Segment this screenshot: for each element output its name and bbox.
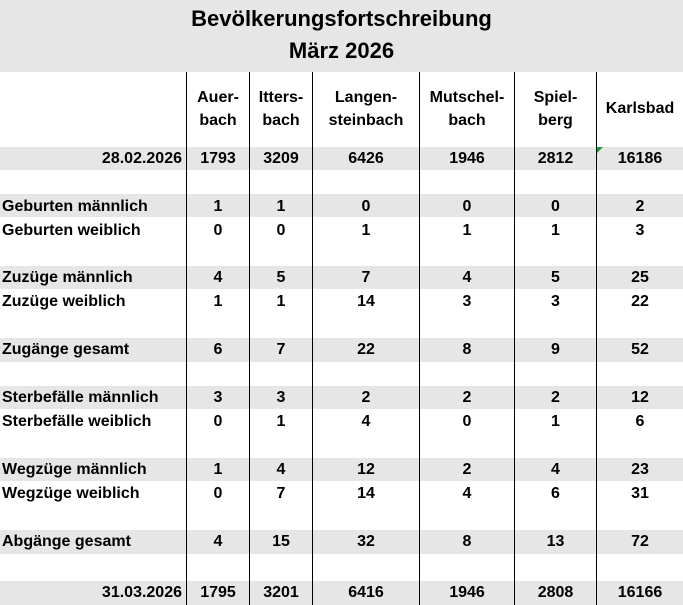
- col-header-karlsbad[interactable]: Karlsbad: [605, 100, 675, 117]
- title-line-2: März 2026: [288, 38, 395, 63]
- table-cell[interactable]: 1795: [200, 584, 236, 601]
- table-cell[interactable]: 2: [551, 389, 560, 406]
- column-divider: [419, 72, 420, 605]
- table-cell[interactable]: 0: [276, 222, 286, 239]
- table-cell[interactable]: 3: [276, 389, 286, 406]
- table-cell[interactable]: 0: [462, 413, 472, 430]
- table-cell[interactable]: 13: [546, 533, 565, 550]
- table-cell[interactable]: 4: [462, 485, 472, 502]
- table-cell[interactable]: 3: [635, 222, 645, 239]
- table-cell[interactable]: 9: [551, 341, 560, 358]
- table-cell[interactable]: 5: [276, 269, 286, 286]
- table-cell[interactable]: 16186: [617, 149, 663, 167]
- table-cell[interactable]: 1946: [449, 584, 485, 601]
- column-divider: [596, 72, 597, 605]
- table-row-start: [0, 147, 683, 170]
- table-cell[interactable]: 3201: [263, 584, 299, 601]
- table-cell[interactable]: 12: [357, 461, 375, 478]
- table-cell[interactable]: 25: [631, 269, 649, 286]
- table-cell[interactable]: 6: [551, 485, 560, 502]
- table-cell[interactable]: 4: [213, 269, 223, 286]
- table-cell[interactable]: 1793: [200, 149, 236, 167]
- table-cell[interactable]: 23: [631, 461, 649, 478]
- table-cell[interactable]: 3: [462, 293, 472, 310]
- table-row-wegzuege-weiblich: [0, 482, 683, 506]
- row-label[interactable]: Sterbefälle weiblich: [2, 413, 152, 430]
- table-cell[interactable]: 0: [361, 198, 371, 215]
- column-divider: [514, 72, 515, 605]
- table-cell[interactable]: 14: [357, 293, 375, 310]
- table-cell[interactable]: 6: [213, 341, 223, 358]
- table-cell[interactable]: 8: [462, 341, 472, 358]
- row-label[interactable]: Wegzüge männlich: [2, 461, 147, 478]
- table-cell[interactable]: 15: [272, 533, 290, 550]
- table-cell[interactable]: 1: [213, 293, 223, 310]
- row-label[interactable]: Zugänge gesamt: [2, 341, 130, 358]
- table-cell[interactable]: 1: [551, 222, 560, 239]
- col-header-ittersbach[interactable]: Itters- bach: [258, 88, 304, 129]
- table-row-zugaenge-gesamt: [0, 338, 683, 362]
- table-cell[interactable]: 6426: [348, 149, 384, 167]
- table-cell[interactable]: 2: [462, 461, 472, 478]
- table-cell[interactable]: 7: [276, 341, 286, 358]
- table-row-end: [0, 581, 683, 605]
- table-cell[interactable]: 6: [635, 413, 645, 430]
- row-label[interactable]: 31.03.2026: [101, 584, 182, 601]
- table-row-geburten-maennlich: [0, 195, 683, 219]
- table-cell[interactable]: 8: [462, 533, 472, 550]
- row-label[interactable]: Zuzüge weiblich: [2, 293, 126, 310]
- column-divider: [249, 72, 250, 605]
- row-label[interactable]: Zuzüge männlich: [2, 269, 133, 286]
- table-cell[interactable]: 3209: [263, 149, 299, 167]
- table-cell[interactable]: 72: [631, 533, 649, 550]
- row-label[interactable]: Wegzüge weiblich: [2, 485, 140, 502]
- table-row-wegzuege-maennlich: [0, 458, 683, 482]
- row-label[interactable]: Abgänge gesamt: [2, 533, 131, 550]
- table-row-abgaenge-gesamt: [0, 530, 683, 554]
- row-label[interactable]: 28.02.2026: [101, 149, 182, 167]
- col-header-langensteinbach[interactable]: Langen- steinbach: [328, 88, 404, 129]
- col-header-mutschelbach[interactable]: Mutschel- bach: [429, 88, 505, 129]
- table-cell[interactable]: 2: [635, 198, 645, 215]
- title-line-1: Bevölkerungsfortschreibung: [191, 6, 492, 31]
- table-cell[interactable]: 3: [551, 293, 560, 310]
- table-cell[interactable]: 0: [213, 222, 223, 239]
- table-cell[interactable]: 2: [462, 389, 472, 406]
- table-cell[interactable]: 52: [631, 341, 649, 358]
- table-cell[interactable]: 0: [551, 198, 560, 215]
- table-cell[interactable]: 32: [357, 533, 375, 550]
- table-cell[interactable]: 2: [361, 389, 371, 406]
- table-cell[interactable]: 31: [631, 485, 649, 502]
- comment-marker-icon[interactable]: [597, 147, 603, 153]
- table-cell[interactable]: 1: [276, 198, 286, 215]
- column-divider: [186, 72, 187, 605]
- table-cell[interactable]: 1: [276, 293, 286, 310]
- table-cell[interactable]: 22: [631, 293, 649, 310]
- table-cell[interactable]: 2808: [537, 584, 574, 601]
- table-cell[interactable]: 22: [357, 341, 375, 358]
- table-cell[interactable]: 16166: [617, 584, 663, 601]
- table-cell[interactable]: 3: [213, 389, 223, 406]
- table-cell[interactable]: 2812: [537, 149, 574, 167]
- table-cell[interactable]: 1: [361, 222, 371, 239]
- table-cell[interactable]: 1: [276, 413, 286, 430]
- row-label[interactable]: Geburten weiblich: [2, 222, 141, 239]
- table-row-sterbefaelle-maennlich: [0, 386, 683, 410]
- column-header-row: [0, 72, 683, 145]
- table-cell[interactable]: 6416: [348, 584, 384, 601]
- table-cell[interactable]: 1: [213, 198, 223, 215]
- table-cell[interactable]: 14: [357, 485, 375, 502]
- sheet-title: [0, 0, 683, 72]
- table-cell[interactable]: 5: [551, 269, 560, 286]
- table-cell[interactable]: 1: [462, 222, 472, 239]
- table-cell[interactable]: 1: [213, 461, 223, 478]
- table-cell[interactable]: 12: [631, 389, 649, 406]
- table-row-sterbefaelle-weiblich: [0, 410, 683, 434]
- table-cell[interactable]: 4: [213, 533, 223, 550]
- row-label[interactable]: Geburten männlich: [2, 198, 148, 215]
- row-label[interactable]: Sterbefälle männlich: [2, 389, 159, 406]
- table-cell[interactable]: 7: [276, 485, 286, 502]
- table-cell[interactable]: 7: [361, 269, 371, 286]
- column-divider: [312, 72, 313, 605]
- table-cell[interactable]: 0: [462, 198, 472, 215]
- table-cell[interactable]: 0: [213, 413, 223, 430]
- col-header-auerbach[interactable]: Auer- bach: [197, 88, 239, 129]
- table-row-zuzuege-maennlich: [0, 266, 683, 290]
- table-cell[interactable]: 1: [551, 413, 560, 430]
- table-cell[interactable]: 4: [462, 269, 472, 286]
- table-cell[interactable]: 1946: [449, 149, 485, 167]
- table-cell[interactable]: 4: [361, 413, 371, 430]
- col-header-spielberg[interactable]: Spiel- berg: [533, 88, 578, 129]
- table-cell[interactable]: 4: [276, 461, 286, 478]
- table-cell[interactable]: 4: [551, 461, 560, 478]
- table-row-zuzuege-weiblich: [0, 290, 683, 314]
- table-row-geburten-weiblich: [0, 219, 683, 243]
- table-cell[interactable]: 0: [213, 485, 223, 502]
